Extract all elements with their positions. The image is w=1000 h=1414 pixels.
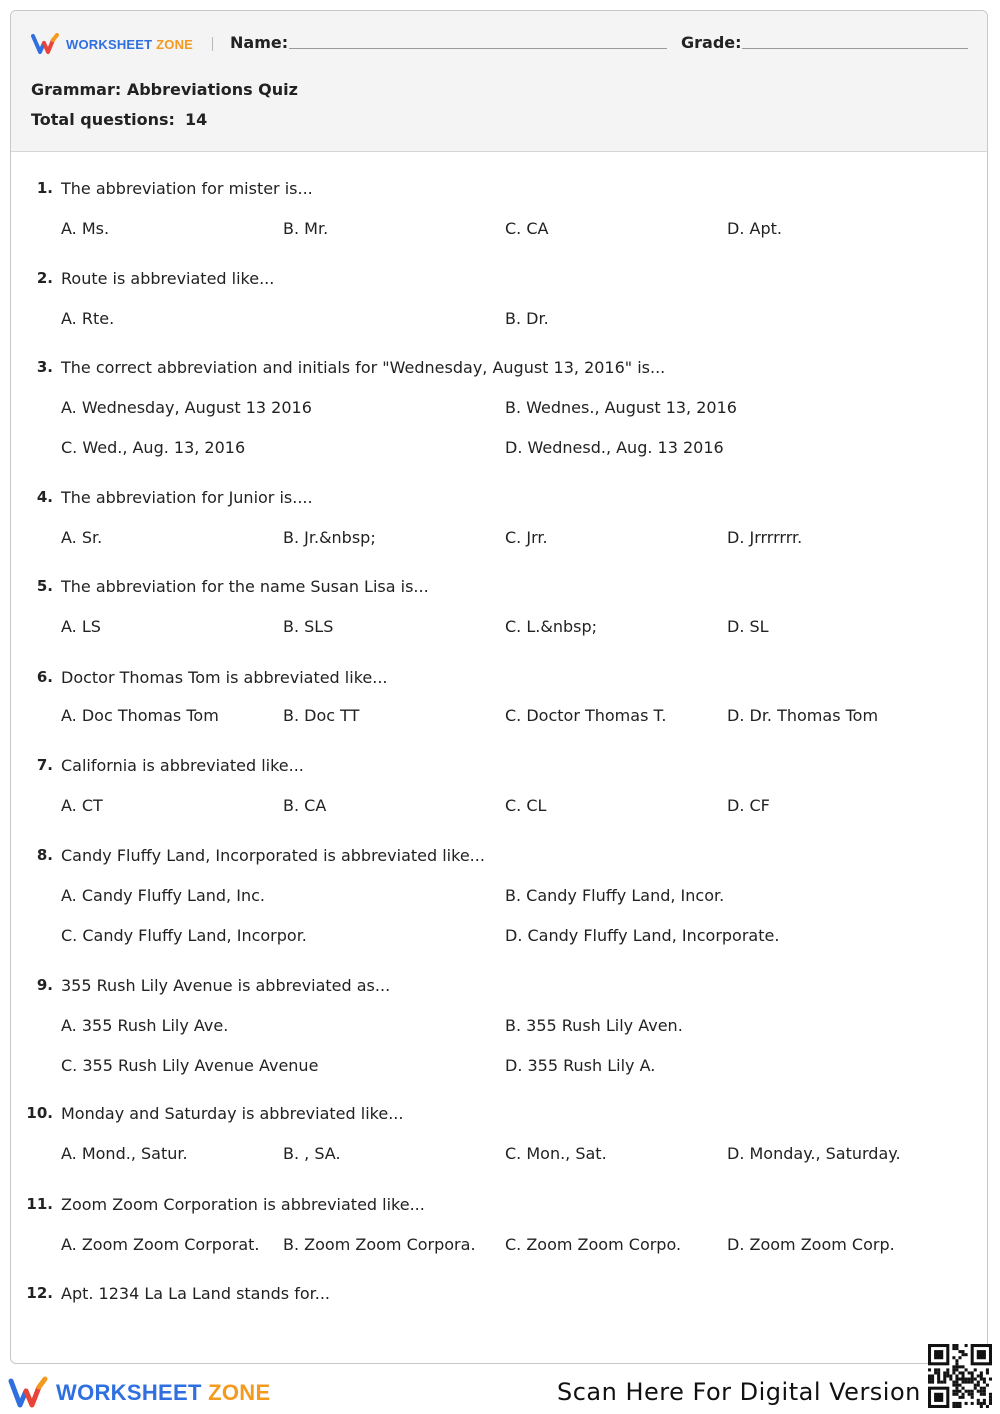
answer-option[interactable]: C. L.&nbsp; [505,617,597,636]
logo-divider [212,37,213,51]
answer-option[interactable]: C. 355 Rush Lily Avenue Avenue [61,1056,319,1075]
question-text: Monday and Saturday is abbreviated like... [61,1104,404,1123]
grade-field-line[interactable] [742,48,968,49]
worksheet-zone-w-icon [8,1376,52,1410]
grade-label: Grade: [681,33,742,52]
answer-option[interactable]: B. , SA. [283,1144,341,1163]
scan-instruction: Scan Here For Digital Version [557,1378,921,1406]
question-number: 10. [26,1104,53,1122]
answer-option[interactable]: A. Ms. [61,219,110,238]
answer-option[interactable]: C. Doctor Thomas T. [505,706,667,725]
question-number: 1. [36,179,53,197]
question-number: 4. [36,488,53,506]
qr-code-icon[interactable] [928,1344,992,1408]
question-number: 12. [26,1284,53,1302]
answer-option[interactable]: D. 355 Rush Lily A. [505,1056,656,1075]
answer-option[interactable]: B. Jr.&nbsp; [283,528,376,547]
question-number: 6. [36,668,53,686]
answer-option[interactable]: B. CA [283,796,327,815]
answer-option[interactable]: C. Zoom Zoom Corpo. [505,1235,682,1254]
answer-option[interactable]: D. Candy Fluffy Land, Incorporate. [505,926,780,945]
question-text: Candy Fluffy Land, Incorporated is abbreviated like... [61,846,485,865]
answer-option[interactable]: C. Mon., Sat. [505,1144,607,1163]
answer-option[interactable]: D. Jrrrrrrr. [727,528,803,547]
footer-logo-text-worksheet: WORKSHEET [56,1380,202,1405]
question-text: Apt. 1234 La La Land stands for... [61,1284,330,1303]
answer-option[interactable]: A. Doc Thomas Tom [61,706,219,725]
logo-text-zone: ZONE [156,36,194,52]
answer-option[interactable]: D. SL [727,617,769,636]
answer-option[interactable]: D. Wednesd., Aug. 13 2016 [505,438,724,457]
worksheet-zone-w-icon [31,33,63,55]
answer-option[interactable]: C. CA [505,219,549,238]
question-number: 2. [36,269,53,287]
answer-option[interactable]: B. Zoom Zoom Corpora. [283,1235,476,1254]
worksheet-page [10,10,988,1364]
answer-option[interactable]: D. Apt. [727,219,782,238]
question-text: The abbreviation for the name Susan Lisa is... [61,577,429,596]
answer-option[interactable]: C. Jrr. [505,528,548,547]
answer-option[interactable]: C. Candy Fluffy Land, Incorpor. [61,926,307,945]
answer-option[interactable]: C. CL [505,796,547,815]
answer-option[interactable]: D. Monday., Saturday. [727,1144,901,1163]
answer-option[interactable]: A. Zoom Zoom Corporat. [61,1235,260,1254]
question-number: 3. [36,358,53,376]
question-number: 5. [36,577,53,595]
answer-option[interactable]: B. Candy Fluffy Land, Incor. [505,886,725,905]
answer-option[interactable]: B. Doc TT [283,706,360,725]
question-text: Doctor Thomas Tom is abbreviated like... [61,668,388,687]
answer-option[interactable]: B. Dr. [505,309,549,328]
answer-option[interactable]: C. Wed., Aug. 13, 2016 [61,438,246,457]
footer-brand-logo [8,1376,270,1410]
question-text: The abbreviation for Junior is.... [61,488,313,507]
answer-option[interactable]: A. Sr. [61,528,103,547]
total-questions-label: Total questions: [31,110,175,129]
question-number: 11. [26,1195,53,1213]
question-text: The abbreviation for mister is... [61,179,313,198]
name-field-line[interactable] [289,48,667,49]
footer-logo-text-zone: ZONE [208,1380,271,1405]
logo-text-worksheet: WORKSHEET [66,36,153,52]
answer-option[interactable]: D. CF [727,796,770,815]
quiz-title: Grammar: Abbreviations Quiz [31,80,298,99]
answer-option[interactable]: B. Mr. [283,219,329,238]
name-label: Name: [230,33,289,52]
answer-option[interactable]: A. 355 Rush Lily Ave. [61,1016,229,1035]
question-text: Route is abbreviated like... [61,269,275,288]
answer-option[interactable]: A. Candy Fluffy Land, Inc. [61,886,265,905]
answer-option[interactable]: B. SLS [283,617,334,636]
worksheet-header [11,11,987,152]
answer-option[interactable]: A. CT [61,796,103,815]
answer-option[interactable]: A. Mond., Satur. [61,1144,188,1163]
question-text: 355 Rush Lily Avenue is abbreviated as... [61,976,391,995]
answer-option[interactable]: B. Wednes., August 13, 2016 [505,398,737,417]
total-questions-value: 14 [184,110,208,129]
answer-option[interactable]: D. Dr. Thomas Tom [727,706,879,725]
answer-option[interactable]: A. Rte. [61,309,115,328]
answer-option[interactable]: A. LS [61,617,101,636]
question-text: Zoom Zoom Corporation is abbreviated like... [61,1195,425,1214]
brand-logo [31,33,193,55]
answer-option[interactable]: D. Zoom Zoom Corp. [727,1235,895,1254]
question-number: 7. [36,756,53,774]
question-number: 8. [36,846,53,864]
question-text: The correct abbreviation and initials for "Wednesday, August 13, 2016" is... [61,358,666,377]
answer-option[interactable]: B. 355 Rush Lily Aven. [505,1016,683,1035]
question-text: California is abbreviated like... [61,756,304,775]
question-number: 9. [36,976,53,994]
total-questions [31,110,207,129]
answer-option[interactable]: A. Wednesday, August 13 2016 [61,398,312,417]
